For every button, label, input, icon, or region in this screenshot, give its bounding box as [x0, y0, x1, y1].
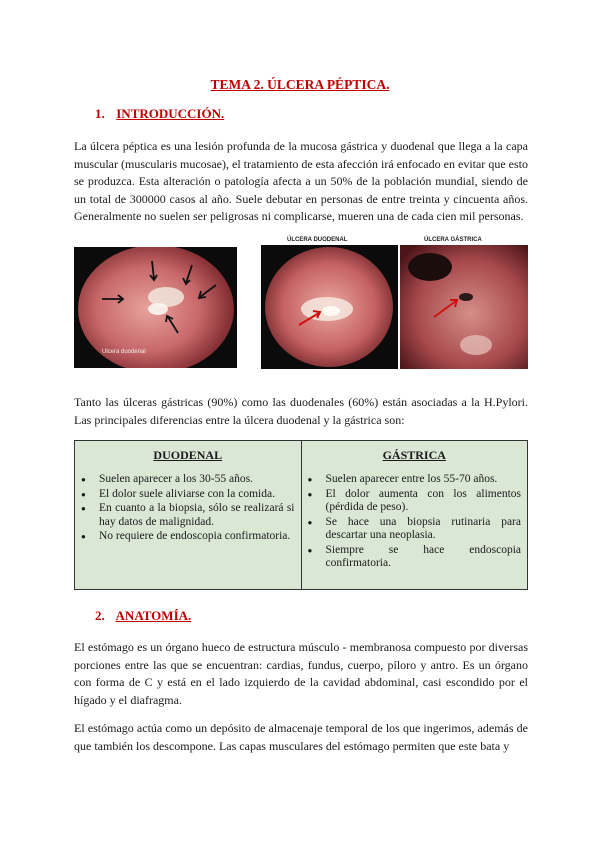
- list-item: ● Se hace una biopsia rutinaria para descartar una neoplasia.: [326, 516, 522, 543]
- image-caption: Ulcera duodenal: [102, 349, 146, 355]
- duodenal-column: [75, 441, 302, 590]
- association-paragraph: Tanto las úlceras gástricas (90%) como las duodenales (60%) están asociadas a la H.Pylori. Las principales diferencias entre la úlcera duodenal y la gástrica son:: [74, 395, 528, 427]
- label-ulcera-duodenal: ÚLCERA DUODENAL: [287, 237, 348, 243]
- anatomy-paragraph-1: El estómago es un órgano hueco de estructura músculo - membranosa compuesto por diversas porciones entre las que se encuentran: cardias, fundus, cuerpo, píloro y antro. Es un órgano con forma de C y está en el lado izquierdo de la cavidad abdominal, casi escondido por el hígado y el diafragma.: [74, 640, 528, 707]
- label-ulcera-gastrica: ÚLCERA GÁSTRICA: [424, 237, 482, 243]
- duodenal-list: [81, 473, 295, 544]
- intro-paragraph: La úlcera péptica es una lesión profunda de la mucosa gástrica y duodenal que llega a la capa muscular (muscularis mucosae), el tratamiento de esta afección irá enfocado en evitar que esto se produzca. Esta alteración o patología afecta a un 50% de la población mundial, siendo de un total de 300000 casos al año. Suele debutar en personas de entre treinta y cincuenta años. Generalmente no suelen ser peligrosas ni complicarse, mueren una de cada cien mil personas.: [74, 139, 528, 223]
- endoscopy-illustration: [74, 247, 237, 368]
- section-title: ANATOMÍA.: [115, 608, 192, 623]
- list-item: ● Suelen aparecer entre los 55-70 años.: [326, 473, 522, 487]
- gastrica-header: GÁSTRICA: [382, 448, 446, 462]
- section-number: 1.: [95, 106, 105, 121]
- gastrica-column: [301, 441, 528, 590]
- endoscopy-illustration: [400, 245, 528, 369]
- section-number: 2.: [95, 608, 105, 623]
- list-item: ● El dolor suele aliviarse con la comida.: [99, 488, 295, 502]
- duodenal-header: DUODENAL: [153, 448, 223, 462]
- list-item: ● Siempre se hace endoscopia confirmatoria.: [326, 544, 522, 571]
- section-title: INTRODUCCIÓN.: [116, 106, 225, 121]
- list-item: ● Suelen aparecer a los 30-55 años.: [99, 473, 295, 487]
- anatomy-paragraph-2: El estómago actúa como un depósito de almacenaje temporal de los que ingerimos, además de que también los descompone. Las capas musculares del estómago permiten que este bata y: [74, 721, 528, 753]
- list-item: ● En cuanto a la biopsia, sólo se realizará si hay datos de malignidad.: [99, 502, 295, 529]
- document-title: TEMA 2. ÚLCERA PÉPTICA.: [210, 77, 390, 92]
- section-heading-anatomia: [95, 608, 191, 624]
- endoscopy-image-duodenal-left: [74, 247, 237, 368]
- gastrica-list: [308, 473, 522, 571]
- endoscopy-image-duodenal-right: [261, 245, 398, 369]
- comparison-table: [74, 440, 528, 590]
- section-heading-introduccion: [95, 106, 224, 122]
- list-item: ● No requiere de endoscopia confirmatoria.: [99, 530, 295, 544]
- endoscopy-illustration: [261, 245, 398, 369]
- endoscopy-image-gastrica: [400, 245, 528, 369]
- list-item: ● El dolor aumenta con los alimentos (pérdida de peso).: [326, 488, 522, 515]
